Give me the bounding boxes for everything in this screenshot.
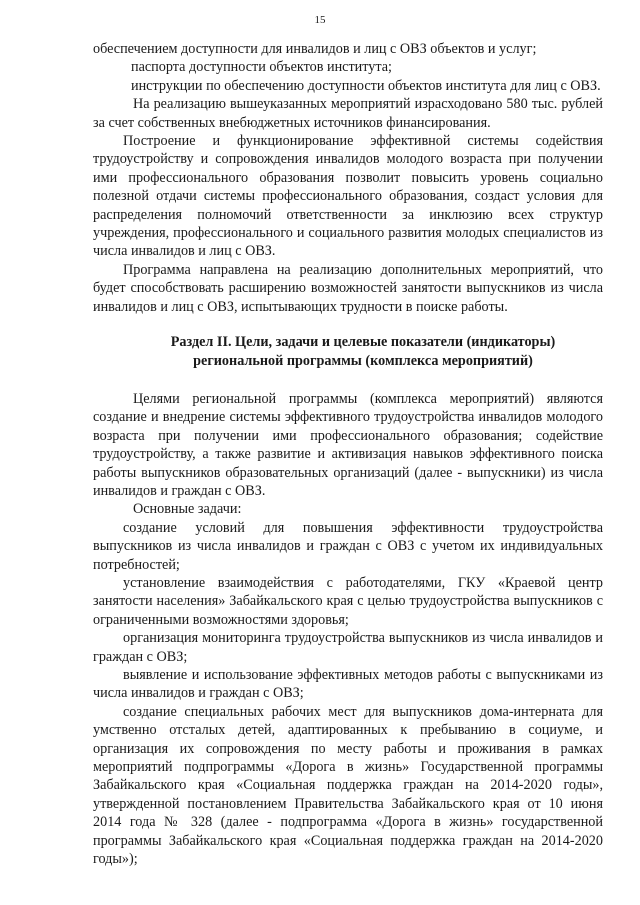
intro-line: обеспечением доступности для инвалидов и лиц с ОВЗ объектов и услуг; (93, 41, 537, 57)
task-item: выявление и использование эффективных методов работы с выпускниками из числа инвалидов и граждан с ОВЗ; (93, 667, 603, 702)
document-body (93, 40, 603, 868)
section-title-line: региональной программы (комплекса мероприятий) (193, 352, 533, 369)
task-item: создание условий для повышения эффективности трудоустройства выпускников из числа инвалидов и граждан с ОВЗ с учетом их индивидуальных потребностей; (93, 519, 603, 573)
task-item: организация мониторинга трудоустройства выпускников из числа инвалидов и граждан с ОВЗ; (93, 630, 603, 665)
list-item: инструкции по обеспечению доступности объектов института для лиц с ОВЗ. (131, 77, 601, 94)
section-heading (123, 333, 603, 370)
paragraph: Программа направлена на реализацию дополнительных мероприятий, что будет способствовать расширению возможностей занятости выпускников из числа инвалидов и лиц с ОВЗ, испытывающих трудности в поиске работы. (93, 261, 603, 315)
section-title-line: Раздел II. Цели, задачи и целевые показатели (индикаторы) (170, 334, 556, 351)
goals-paragraph: Целями региональной программы (комплекса мероприятий) являются создание и внедрение системы эффективного трудоустройства инвалидов молодого возраста при получении ими профессионального образования; содействие трудоустройству, а также развитие и активизация навыков эффективного поиска работы выпускников образовательных организаций (далее - выпускники) из числа инвалидов и граждан с ОВЗ. (93, 390, 603, 499)
tasks-label: Основные задачи: (133, 501, 242, 518)
page-number: 15 (314, 14, 326, 26)
paragraph: Построение и функционирование эффективной системы содействия трудоустройству и сопровождения инвалидов молодого возраста при получении ими профессионального образования позволит повысить уровень социально полезной отдачи системы профессионального образования, создаст условия для распределения полномочий ответственности за инклюзию всех структур учреждения, профессионального и социального развития молодых специалистов из числа инвалидов и лиц с ОВЗ. (93, 133, 603, 260)
list-item: паспорта доступности объектов института; (131, 59, 392, 76)
task-item: установление взаимодействия с работодателями, ГКУ «Краевой центр занятости населения» Забайкальского края с целью трудоустройства выпускников с ограниченными возможностями здоровья; (93, 574, 603, 628)
task-item: создание специальных рабочих мест для выпускников дома-интерната для умственно отсталых детей, адаптированных к пребыванию в социуме, и организация их сопровождения по месту работы и проживания в рамках мероприятий подпрограммы «Дорога в жизнь» Государственной программы Забайкальского края «Социальная поддержка граждан на 2014-2020 годы», утвержденной постановлением Правительства Забайкальского края от 10 июня 2014 года № 328 (далее - подпрограмма «Дорога в жизнь» государственной программы Забайкальского края «Социальная поддержка граждан на 2014-2020 годы»); (93, 703, 603, 868)
funding-paragraph: На реализацию вышеуказанных мероприятий израсходовано 580 тыс. рублей за счет собственных внебюджетных источников финансирования. (93, 96, 603, 131)
